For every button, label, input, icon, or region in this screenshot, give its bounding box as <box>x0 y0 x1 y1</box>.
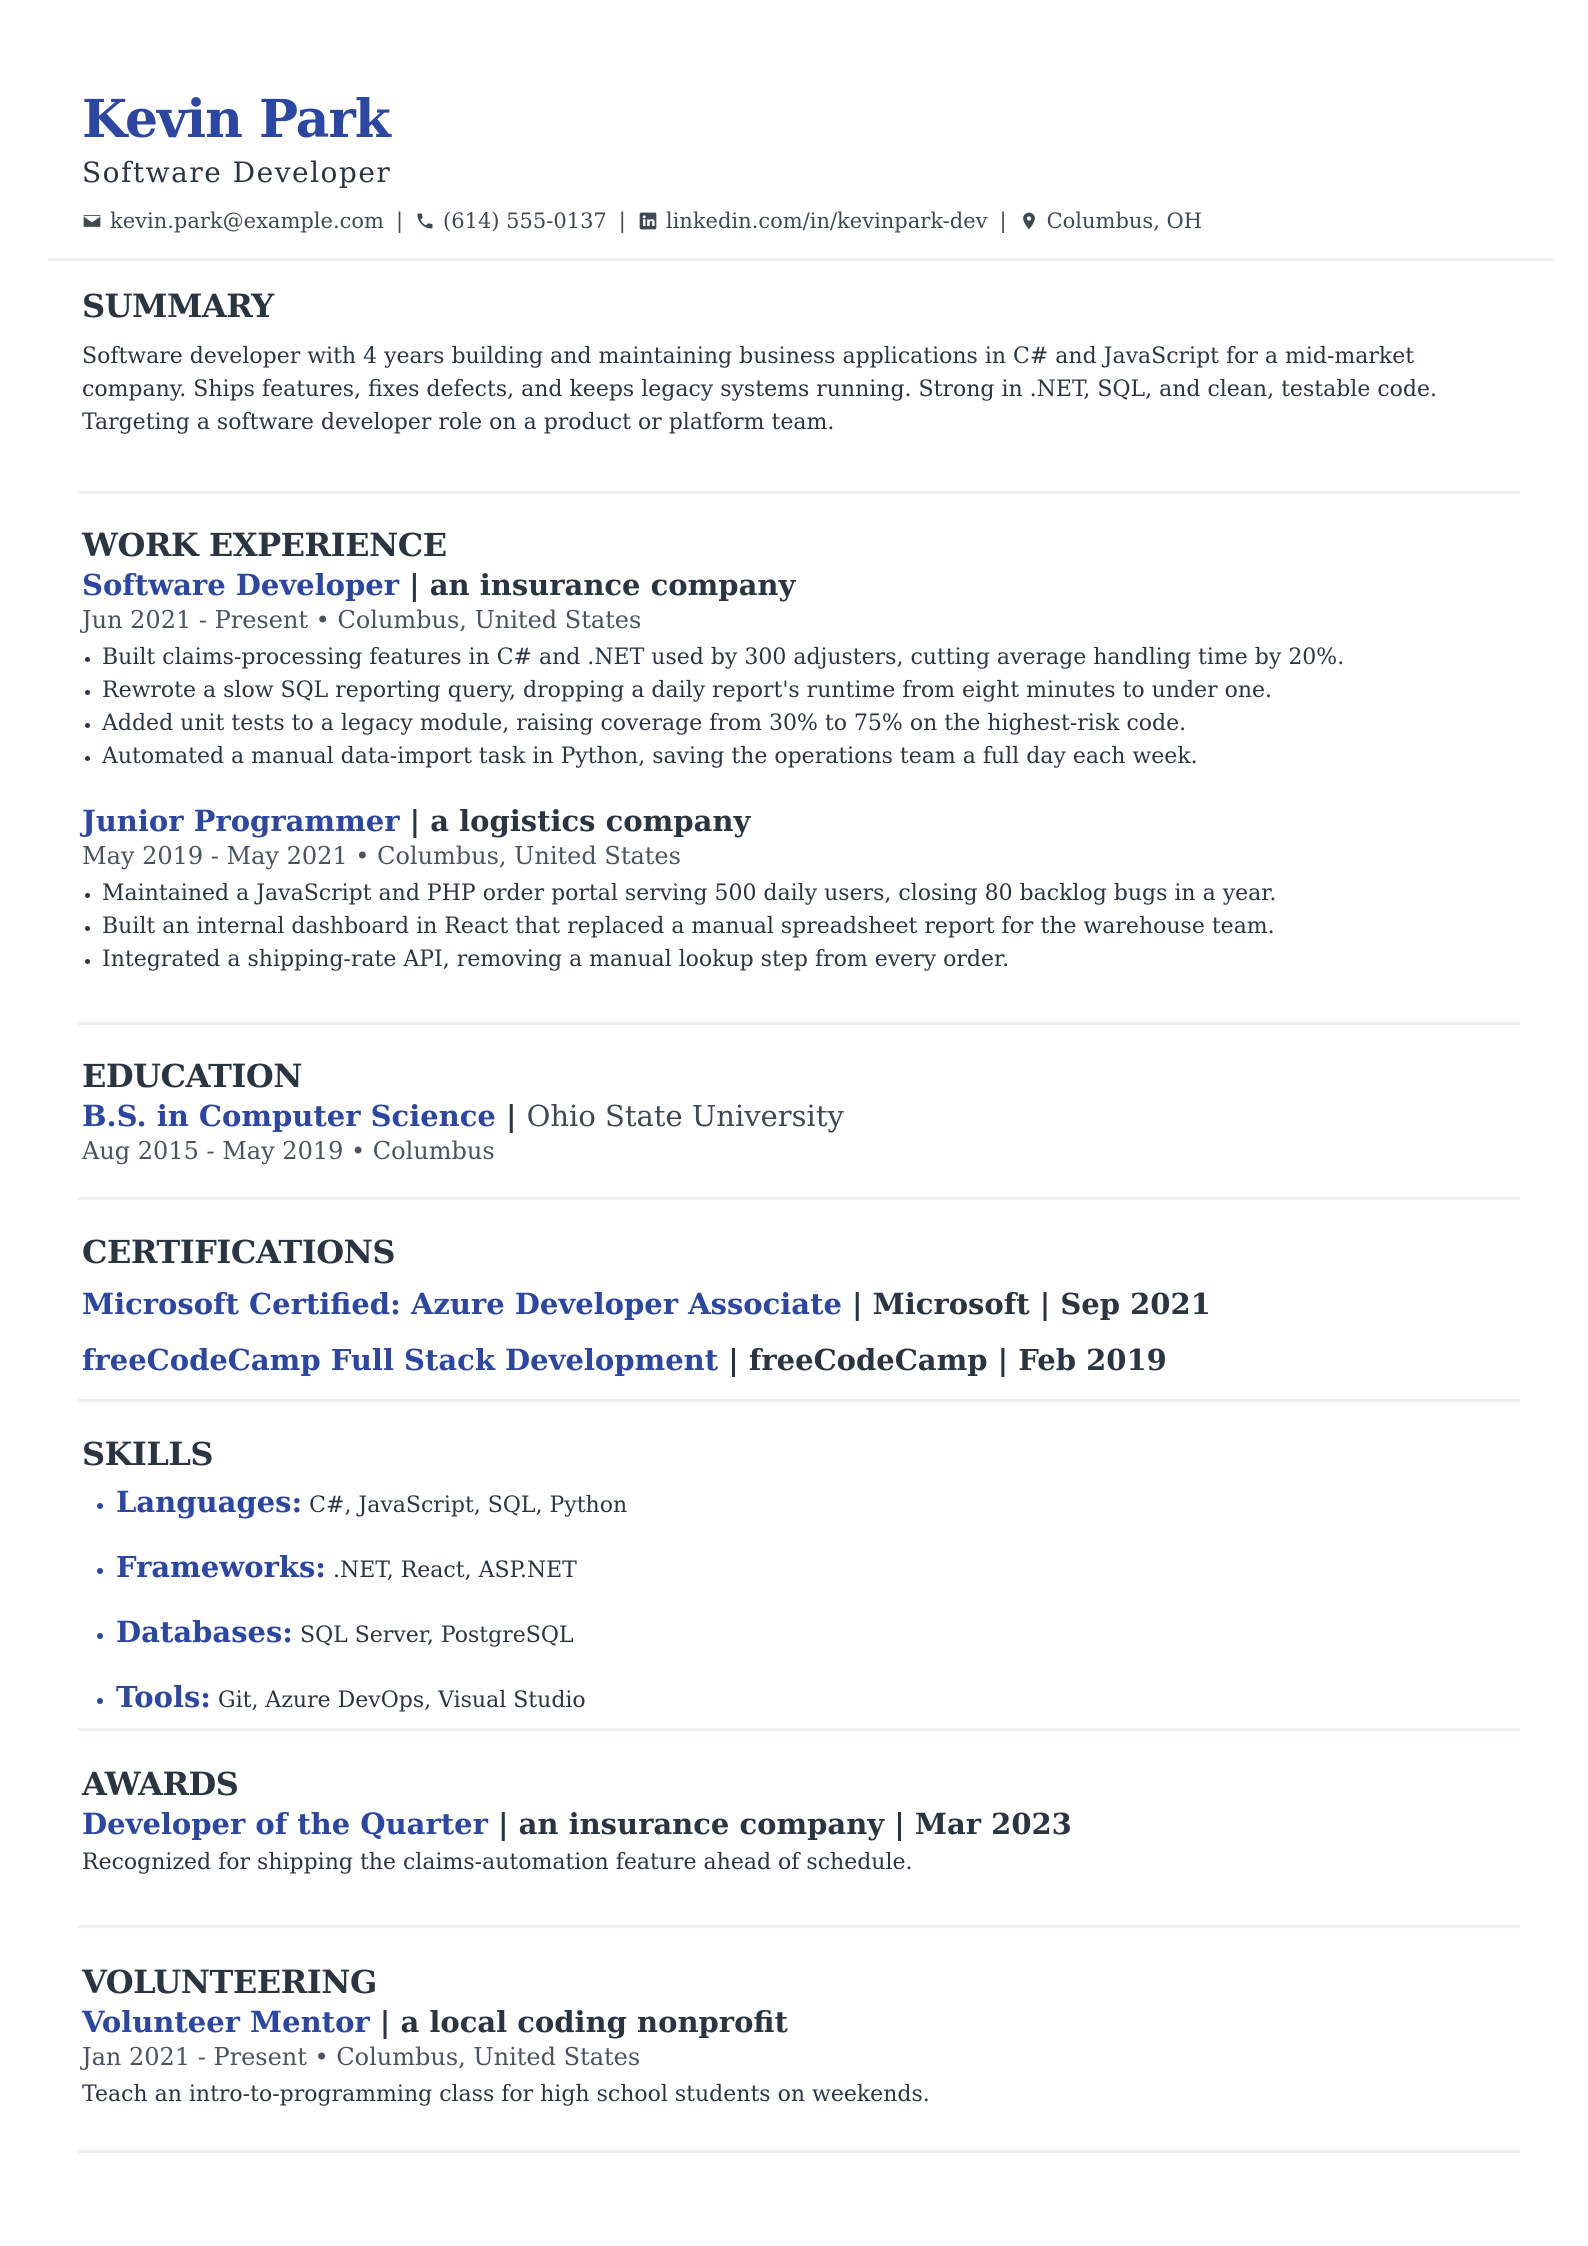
list-item: • Maintained a JavaScript and PHP order portal serving 500 daily users, closing 80 backlog bugs in a year. <box>102 877 1518 910</box>
skill-item <box>116 1677 1518 1722</box>
job-entry <box>82 801 1518 976</box>
job-bullets <box>82 641 1518 773</box>
skill-item <box>116 1547 1518 1592</box>
section-divider <box>78 1399 1520 1402</box>
awards-section <box>82 1764 1518 1879</box>
education-section <box>82 1056 1518 1166</box>
volunteer-position: Volunteer Mentor <box>82 2005 370 2039</box>
volunteer-heading <box>82 2002 1518 2042</box>
skill-category: Databases: <box>116 1615 294 1649</box>
section-title: SKILLS <box>82 1435 213 1473</box>
school: Ohio State University <box>526 1099 844 1133</box>
skill-values: C#, JavaScript, SQL, Python <box>302 1493 628 1518</box>
map-pin-icon <box>1019 211 1039 231</box>
job-heading <box>82 565 1518 605</box>
certification-name: freeCodeCamp Full Stack Development <box>82 1343 719 1377</box>
skill-category: Tools: <box>116 1680 211 1714</box>
education-separator: | <box>495 1099 527 1133</box>
skill-values: Git, Azure DevOps, Visual Studio <box>211 1688 586 1713</box>
section-title: WORK EXPERIENCE <box>82 526 447 564</box>
summary-text: Software developer with 4 years building and maintaining business applications in C# and JavaScript for a mid-market company. Ships features, fixes defects, and keeps legacy systems running. Strong in .NET, SQL, and clean, testable code. Targeting a software developer role on a product or platform team. <box>82 344 1437 435</box>
skill-category: Languages: <box>116 1485 303 1519</box>
certification-item <box>82 1340 1518 1380</box>
skill-category: Frameworks: <box>116 1550 326 1584</box>
list-item: • Automated a manual data-import task in Python, saving the operations team a full day each week. <box>102 740 1518 773</box>
section-divider <box>78 2150 1520 2153</box>
contact-email[interactable] <box>82 206 384 236</box>
job-company: an insurance company <box>429 568 796 602</box>
section-divider <box>78 1925 1520 1928</box>
job-heading-separator: | <box>399 804 431 838</box>
linkedin-text: linkedin.com/in/kevinpark-dev <box>665 209 988 233</box>
section-title: EDUCATION <box>82 1057 302 1095</box>
candidate-role: Software Developer <box>82 156 392 189</box>
skill-item <box>116 1482 1518 1527</box>
contact-location <box>1019 206 1203 236</box>
section-title: SUMMARY <box>82 287 274 325</box>
job-meta: Jun 2021 - Present • Columbus, United States <box>82 606 642 634</box>
section-divider <box>78 1197 1520 1200</box>
location-text: Columbus, OH <box>1046 209 1203 233</box>
linkedin-icon <box>638 211 658 231</box>
certifications-section <box>82 1232 1518 1380</box>
envelope-icon <box>82 211 102 231</box>
contact-line <box>82 206 1506 236</box>
candidate-name: Kevin Park <box>82 89 390 150</box>
experience-section <box>82 525 1518 976</box>
section-title: VOLUNTEERING <box>82 1963 377 2001</box>
contact-separator: | <box>999 209 1007 233</box>
job-entry <box>82 565 1518 773</box>
education-heading <box>82 1096 1518 1136</box>
section-title: CERTIFICATIONS <box>82 1233 395 1271</box>
volunteer-org: a local coding nonprofit <box>400 2005 788 2039</box>
section-divider <box>78 491 1520 494</box>
skill-item <box>116 1612 1518 1657</box>
list-item: • Built claims-processing features in C# and .NET used by 300 adjusters, cutting average handling time by 20%. <box>102 641 1518 674</box>
resume-header <box>82 88 1506 236</box>
phone-icon <box>415 211 435 231</box>
job-heading <box>82 801 1518 841</box>
header-divider <box>48 258 1554 261</box>
skills-list <box>82 1482 1518 1722</box>
skills-section <box>82 1434 1518 1742</box>
contact-linkedin[interactable] <box>638 206 988 236</box>
volunteer-meta: Jan 2021 - Present • Columbus, United States <box>82 2043 641 2071</box>
volunteer-separator: | <box>369 2005 401 2039</box>
skill-values: SQL Server, PostgreSQL <box>293 1623 574 1648</box>
certification-details: | freeCodeCamp | Feb 2019 <box>718 1343 1167 1377</box>
job-heading-separator: | <box>399 568 430 602</box>
job-bullets <box>82 877 1518 976</box>
education-meta: Aug 2015 - May 2019 • Columbus <box>82 1137 495 1165</box>
section-divider <box>78 1022 1520 1025</box>
degree: B.S. in Computer Science <box>82 1099 496 1133</box>
job-position: Junior Programmer <box>82 804 400 838</box>
job-position: Software Developer <box>82 568 400 602</box>
certification-name: Microsoft Certified: Azure Developer Associate <box>82 1287 842 1321</box>
job-meta: May 2019 - May 2021 • Columbus, United States <box>82 842 681 870</box>
contact-separator: | <box>618 209 626 233</box>
award-name: Developer of the Quarter <box>82 1807 488 1841</box>
award-details: | an insurance company | Mar 2023 <box>487 1807 1072 1841</box>
volunteering-section <box>82 1962 1518 2111</box>
certification-details: | Microsoft | Sep 2021 <box>841 1287 1211 1321</box>
contact-phone[interactable] <box>415 206 607 236</box>
list-item: • Built an internal dashboard in React that replaced a manual spreadsheet report for the warehouse team. <box>102 910 1518 943</box>
contact-separator: | <box>395 209 404 233</box>
section-title: AWARDS <box>82 1765 239 1803</box>
volunteer-description: Teach an intro-to-programming class for high school students on weekends. <box>82 2082 930 2107</box>
list-item: • Rewrote a slow SQL reporting query, dropping a daily report's runtime from eight minutes to under one. <box>102 674 1518 707</box>
certification-item <box>82 1284 1518 1324</box>
list-item: • Integrated a shipping-rate API, removing a manual lookup step from every order. <box>102 943 1518 976</box>
job-company: a logistics company <box>430 804 751 838</box>
skill-values: .NET, React, ASP.NET <box>326 1558 577 1583</box>
list-item: • Added unit tests to a legacy module, raising coverage from 30% to 75% on the highest-risk code. <box>102 707 1518 740</box>
award-description: Recognized for shipping the claims-automation feature ahead of schedule. <box>82 1850 913 1875</box>
award-heading <box>82 1804 1518 1844</box>
section-divider <box>78 1728 1520 1731</box>
phone-text: (614) 555-0137 <box>443 209 607 233</box>
summary-section <box>82 286 1518 439</box>
email-text: kevin.park@example.com <box>110 209 384 233</box>
